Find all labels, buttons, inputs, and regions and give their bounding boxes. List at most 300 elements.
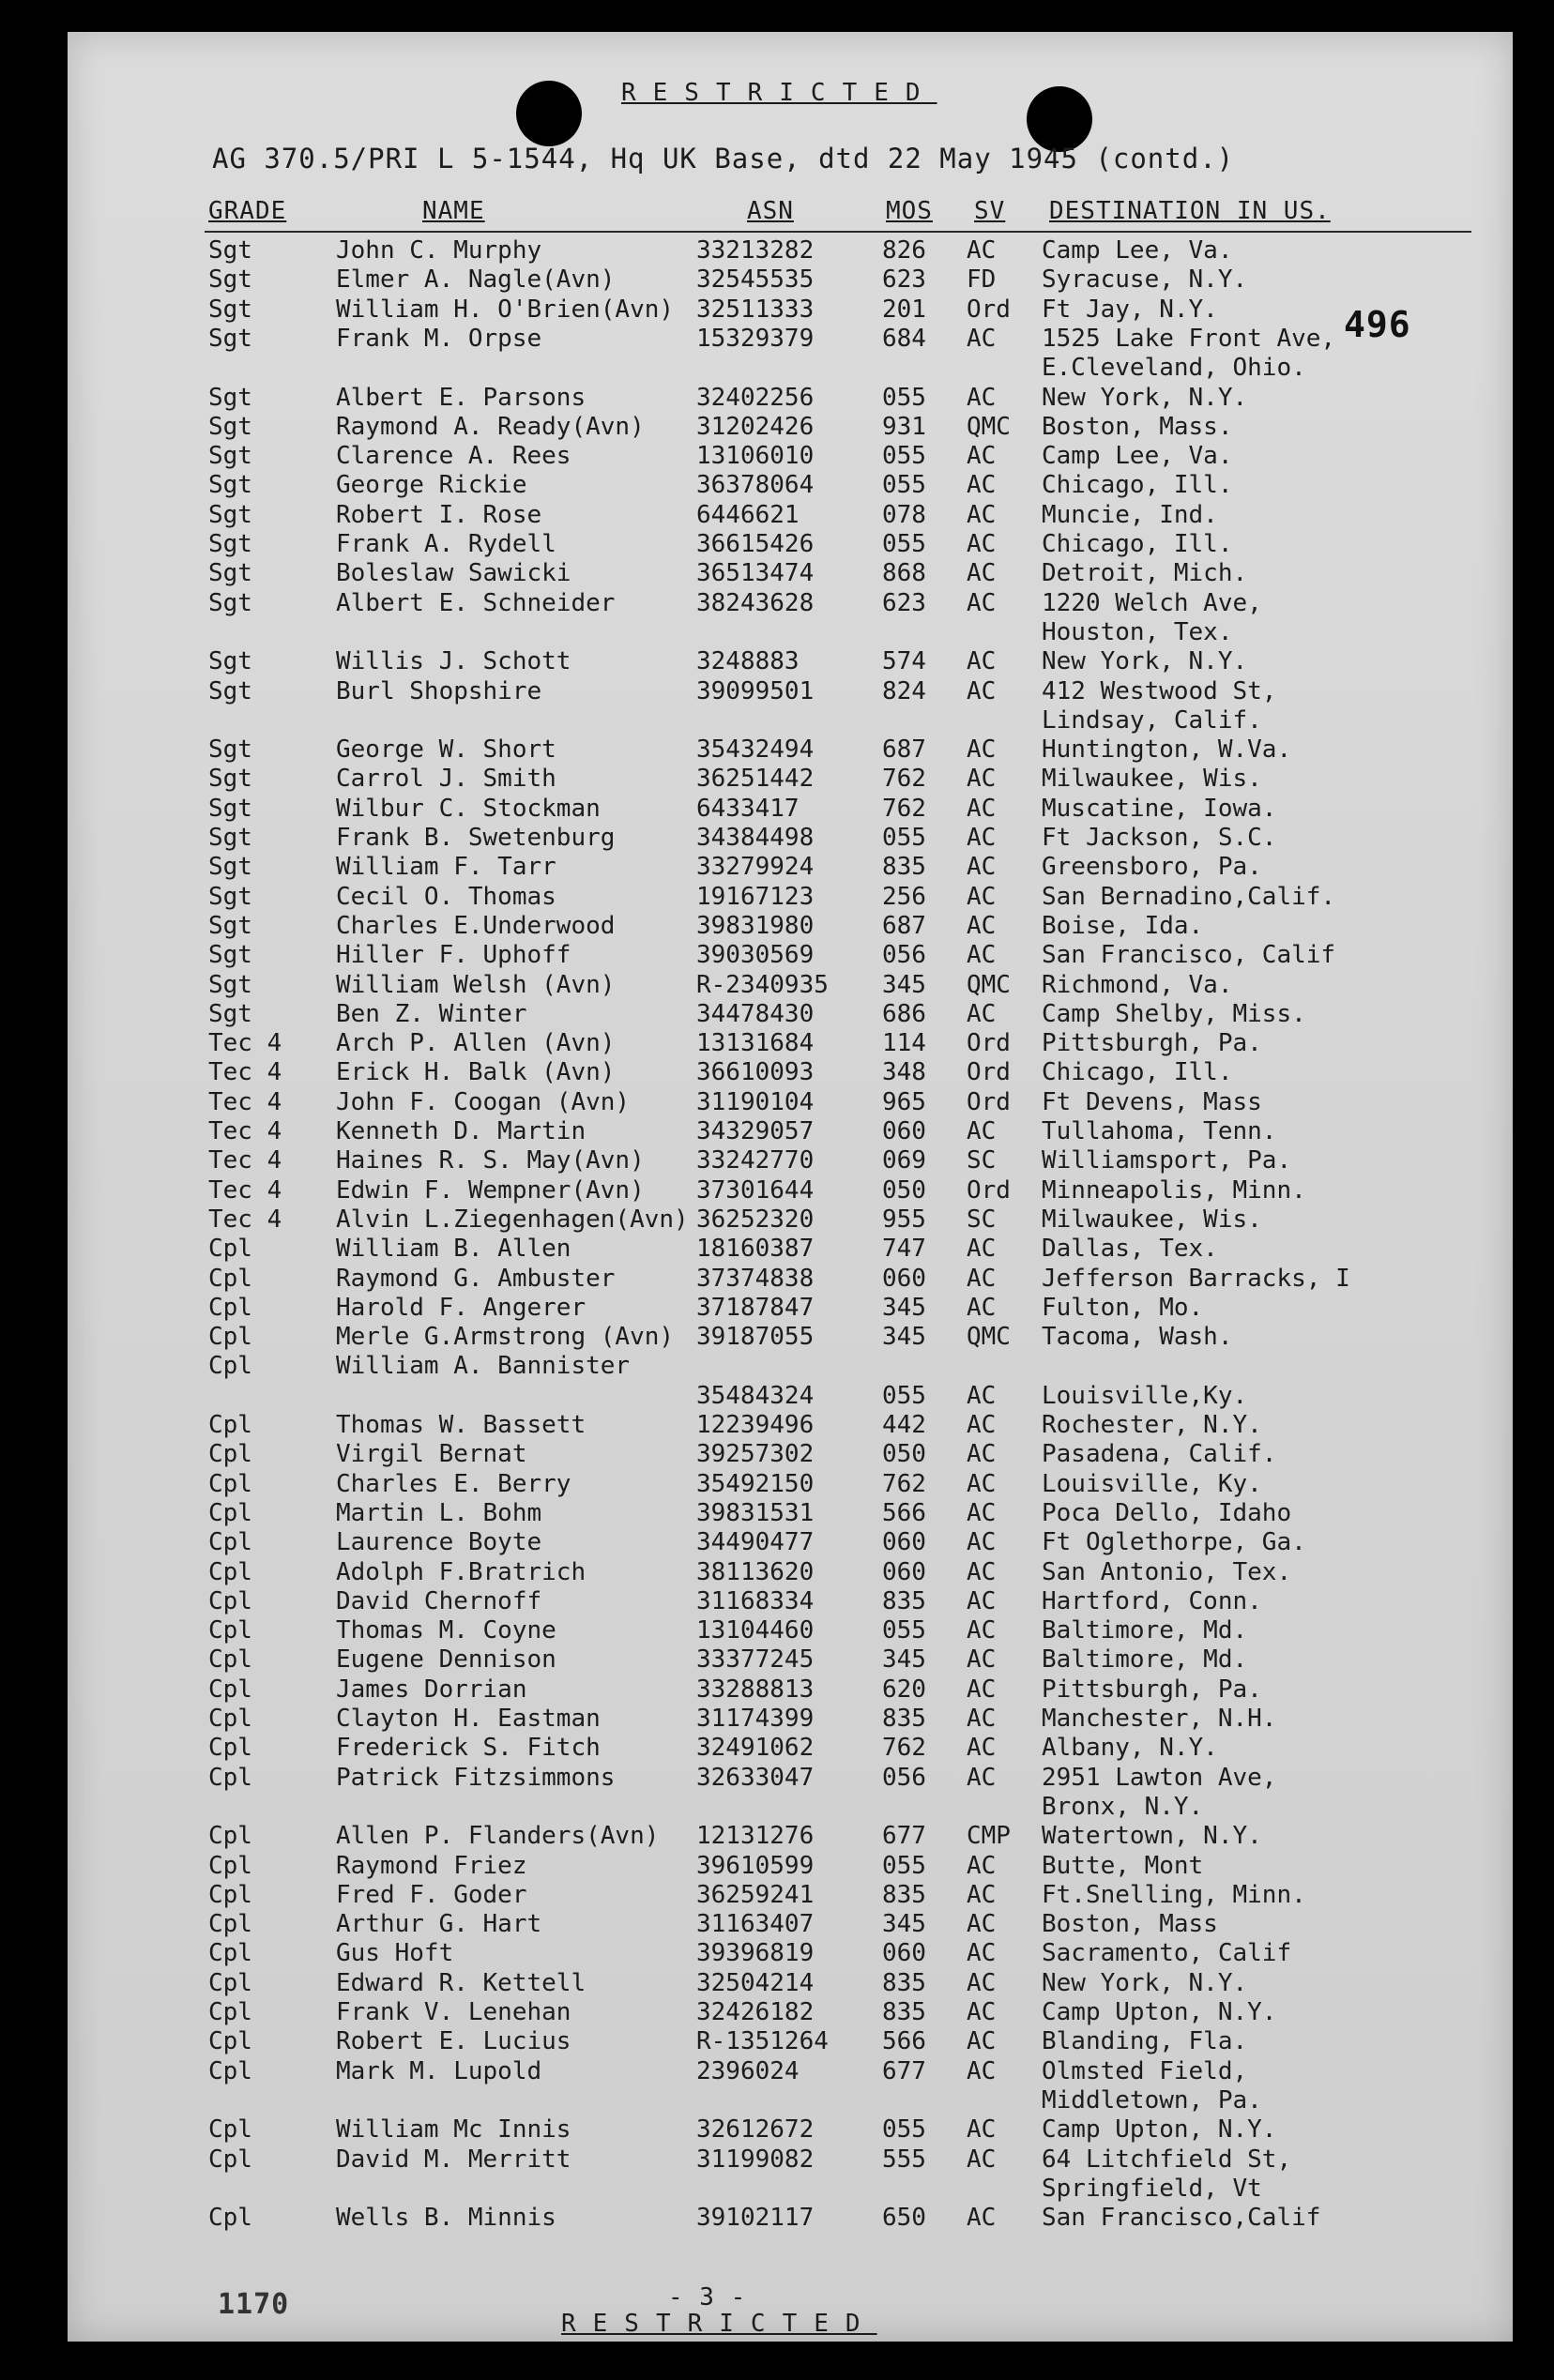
punch-hole	[516, 81, 582, 146]
sv-cell: AC	[967, 324, 997, 353]
header-rule	[205, 231, 1471, 233]
asn-cell: 36513474	[696, 559, 815, 588]
name-cell: Eugene Dennison	[336, 1645, 556, 1675]
destination-cell: Huntington, W.Va.	[1042, 735, 1292, 765]
sv-cell: AC	[967, 911, 997, 940]
grade-cell: Tec 4	[208, 1087, 282, 1116]
destination-cell: Detroit, Mich.	[1042, 559, 1248, 588]
name-cell: John C. Murphy	[336, 236, 542, 265]
asn-cell: 32511333	[696, 295, 815, 324]
grade-cell: Sgt	[208, 530, 252, 558]
grade-cell: Tec 4	[208, 1175, 282, 1205]
mos-cell: 650	[882, 2204, 926, 2233]
classification-footer: RESTRICTED	[561, 2310, 877, 2338]
name-cell: Cecil O. Thomas	[336, 882, 556, 911]
name-cell: William F. Tarr	[336, 853, 556, 882]
page-mark: 496	[1344, 304, 1411, 345]
mos-cell: 060	[882, 1117, 926, 1145]
mos-cell: 069	[882, 1146, 926, 1175]
name-cell: Edward R. Kettell	[336, 1968, 587, 1997]
name-cell: Merle G.Armstrong (Avn)	[336, 1323, 675, 1352]
sv-cell: AC	[967, 1851, 997, 1880]
destination-cell: Camp Upton, N.Y.	[1042, 2115, 1277, 2145]
mos-cell: 623	[882, 588, 926, 617]
destination-cell: Boston, Mass	[1042, 1910, 1218, 1939]
grade-cell: Sgt	[208, 941, 252, 970]
mos-cell: 345	[882, 1910, 926, 1939]
mos-cell: 835	[882, 1705, 926, 1733]
name-cell: Haines R. S. May(Avn)	[336, 1146, 645, 1175]
grade-cell: Sgt	[208, 471, 252, 500]
name-cell: Albert E. Parsons	[336, 383, 587, 412]
name-cell: Fred F. Goder	[336, 1880, 527, 1909]
name-cell: Arthur G. Hart	[336, 1910, 542, 1939]
grade-cell: Cpl	[208, 1557, 252, 1586]
asn-cell: 34329057	[696, 1117, 815, 1145]
grade-cell: Cpl	[208, 1264, 252, 1293]
destination-cell: Camp Shelby, Miss.	[1042, 999, 1306, 1028]
destination-cell: Jefferson Barracks, I	[1042, 1264, 1350, 1293]
page-number: - 3 -	[668, 2283, 747, 2312]
mos-cell: 566	[882, 1498, 926, 1527]
asn-cell: 39257302	[696, 1440, 815, 1469]
mos-cell: 345	[882, 1293, 926, 1322]
name-cell: Arch P. Allen (Avn)	[336, 1029, 616, 1058]
sv-cell: AC	[967, 1381, 997, 1410]
name-cell: Thomas W. Bassett	[336, 1411, 587, 1439]
grade-cell: Tec 4	[208, 1205, 282, 1234]
sv-cell: AC	[967, 1705, 997, 1733]
name-cell: Clayton H. Eastman	[336, 1705, 601, 1733]
asn-cell: 6433417	[696, 794, 800, 823]
grade-cell: Sgt	[208, 383, 252, 412]
sv-cell: AC	[967, 735, 997, 765]
destination-cell: Butte, Mont	[1042, 1851, 1204, 1880]
mos-cell: 056	[882, 941, 926, 970]
mos-cell: 623	[882, 265, 926, 295]
asn-cell: 33279924	[696, 853, 815, 882]
destination-cell: Ft Jay, N.Y.	[1042, 295, 1218, 324]
sv-cell: AC	[967, 1557, 997, 1586]
mos-cell: 835	[882, 853, 926, 882]
mos-cell: 055	[882, 530, 926, 558]
destination-cell: Minneapolis, Minn.	[1042, 1175, 1306, 1205]
grade-cell: Cpl	[208, 1352, 252, 1381]
name-cell: David M. Merritt	[336, 2145, 571, 2174]
asn-cell: 32612672	[696, 2115, 815, 2145]
destination-cell: Ft Jackson, S.C.	[1042, 824, 1277, 852]
sv-cell: Ord	[967, 295, 1011, 324]
asn-cell: 37187847	[696, 1293, 815, 1322]
destination-cell: Milwaukee, Wis.	[1042, 765, 1262, 794]
destination-cell: Baltimore, Md.	[1042, 1645, 1248, 1675]
mos-cell: 824	[882, 676, 926, 705]
sv-cell: QMC	[967, 1323, 1011, 1352]
destination-cell: 1525 Lake Front Ave,	[1042, 324, 1336, 353]
column-header-name: NAME	[422, 197, 485, 225]
grade-cell: Sgt	[208, 647, 252, 676]
name-cell: Allen P. Flanders(Avn)	[336, 1822, 660, 1851]
asn-cell: 39187055	[696, 1323, 815, 1352]
sv-cell: AC	[967, 1117, 997, 1145]
asn-cell: 34490477	[696, 1528, 815, 1557]
mos-cell: 114	[882, 1029, 926, 1058]
asn-cell: 12239496	[696, 1411, 815, 1439]
destination-cell: Camp Lee, Va.	[1042, 442, 1233, 471]
name-cell: Willis J. Schott	[336, 647, 571, 676]
mos-cell: 620	[882, 1675, 926, 1704]
destination-cell: Chicago, Ill.	[1042, 1058, 1233, 1087]
destination-cell-line2: Houston, Tex.	[1042, 617, 1233, 646]
grade-cell: Sgt	[208, 676, 252, 705]
destination-cell: New York, N.Y.	[1042, 1968, 1248, 1997]
destination-cell: Camp Upton, N.Y.	[1042, 1998, 1277, 2026]
mos-cell: 078	[882, 500, 926, 529]
grade-cell: Cpl	[208, 1469, 252, 1498]
destination-cell: 412 Westwood St,	[1042, 676, 1277, 705]
mos-cell: 056	[882, 1763, 926, 1792]
sv-cell: AC	[967, 1235, 997, 1264]
grade-cell: Sgt	[208, 236, 252, 265]
grade-cell: Sgt	[208, 824, 252, 852]
sv-cell: SC	[967, 1146, 997, 1175]
mos-cell: 566	[882, 2027, 926, 2056]
asn-cell: 18160387	[696, 1235, 815, 1264]
asn-cell: 39099501	[696, 676, 815, 705]
grade-cell: Sgt	[208, 735, 252, 765]
destination-cell: San Francisco, Calif	[1042, 941, 1336, 970]
document-page	[68, 32, 1513, 2342]
name-cell: Charles E. Berry	[336, 1469, 571, 1498]
grade-cell: Tec 4	[208, 1117, 282, 1145]
destination-cell: Muncie, Ind.	[1042, 500, 1218, 529]
mos-cell: 835	[882, 1968, 926, 1997]
grade-cell: Cpl	[208, 1822, 252, 1851]
destination-cell: New York, N.Y.	[1042, 647, 1248, 676]
asn-cell: 31202426	[696, 412, 815, 441]
mos-cell: 050	[882, 1175, 926, 1205]
destination-cell-line2: Lindsay, Calif.	[1042, 705, 1262, 735]
name-cell: Carrol J. Smith	[336, 765, 556, 794]
name-cell: Clarence A. Rees	[336, 442, 571, 471]
grade-cell: Cpl	[208, 1675, 252, 1704]
asn-cell: 39831531	[696, 1498, 815, 1527]
sv-cell: AC	[967, 1469, 997, 1498]
asn-cell: 36251442	[696, 765, 815, 794]
destination-cell: Albany, N.Y.	[1042, 1734, 1218, 1763]
grade-cell: Tec 4	[208, 1146, 282, 1175]
mos-cell: 201	[882, 295, 926, 324]
destination-cell-line2: Bronx, N.Y.	[1042, 1792, 1204, 1821]
mos-cell: 256	[882, 882, 926, 911]
name-cell: George Rickie	[336, 471, 527, 500]
asn-cell: 13104460	[696, 1616, 815, 1645]
name-cell: Raymond Friez	[336, 1851, 527, 1880]
mos-cell: 555	[882, 2145, 926, 2174]
grade-cell: Sgt	[208, 500, 252, 529]
sv-cell: AC	[967, 530, 997, 558]
name-cell: Harold F. Angerer	[336, 1293, 587, 1322]
asn-cell: 34478430	[696, 999, 815, 1028]
grade-cell: Cpl	[208, 2056, 252, 2085]
mos-cell: 060	[882, 1557, 926, 1586]
grade-cell: Cpl	[208, 1851, 252, 1880]
name-cell: Elmer A. Nagle(Avn)	[336, 265, 616, 295]
sv-cell: AC	[967, 471, 997, 500]
sv-cell: AC	[967, 1616, 997, 1645]
mos-cell: 762	[882, 1469, 926, 1498]
asn-cell: 36252320	[696, 1205, 815, 1234]
destination-cell: Dallas, Tex.	[1042, 1235, 1218, 1264]
asn-cell: 32426182	[696, 1998, 815, 2026]
mos-cell: 348	[882, 1058, 926, 1087]
sv-cell: AC	[967, 1910, 997, 1939]
asn-cell: 35432494	[696, 735, 815, 765]
destination-cell: Boise, Ida.	[1042, 911, 1204, 940]
asn-cell: 19167123	[696, 882, 815, 911]
asn-cell: 13106010	[696, 442, 815, 471]
mos-cell: 686	[882, 999, 926, 1028]
mos-cell: 677	[882, 2056, 926, 2085]
name-cell: Laurence Boyte	[336, 1528, 542, 1557]
asn-cell: R-2340935	[696, 970, 829, 999]
destination-cell: Syracuse, N.Y.	[1042, 265, 1248, 295]
grade-cell: Cpl	[208, 1528, 252, 1557]
destination-cell: Tacoma, Wash.	[1042, 1323, 1233, 1352]
sv-cell: AC	[967, 559, 997, 588]
column-header-sv: SV	[974, 197, 1006, 225]
asn-cell: 36610093	[696, 1058, 815, 1087]
mos-cell: 762	[882, 765, 926, 794]
grade-cell: Cpl	[208, 1705, 252, 1733]
destination-cell: Greensboro, Pa.	[1042, 853, 1262, 882]
destination-cell: San Francisco,Calif	[1042, 2204, 1321, 2233]
name-cell: John F. Coogan (Avn)	[336, 1087, 631, 1116]
sv-cell: AC	[967, 2056, 997, 2085]
destination-cell: Chicago, Ill.	[1042, 530, 1233, 558]
mos-cell: 574	[882, 647, 926, 676]
document-reference: AG 370.5/PRI L 5-1544, Hq UK Base, dtd 22 May 1945 (contd.)	[212, 143, 1235, 174]
mos-cell: 055	[882, 1381, 926, 1410]
destination-cell: Louisville,Ky.	[1042, 1381, 1248, 1410]
mos-cell: 345	[882, 970, 926, 999]
mos-cell: 747	[882, 1235, 926, 1264]
name-cell: William Mc Innis	[336, 2115, 571, 2145]
name-cell: Frank A. Rydell	[336, 530, 556, 558]
asn-cell: 34384498	[696, 824, 815, 852]
sv-cell: AC	[967, 383, 997, 412]
destination-cell: 1220 Welch Ave,	[1042, 588, 1262, 617]
name-cell: William B. Allen	[336, 1235, 571, 1264]
mos-cell: 060	[882, 1939, 926, 1968]
destination-cell: Ft Devens, Mass	[1042, 1087, 1262, 1116]
sv-cell: AC	[967, 647, 997, 676]
name-cell: Adolph F.Bratrich	[336, 1557, 587, 1586]
mos-cell: 684	[882, 324, 926, 353]
sv-cell: AC	[967, 2027, 997, 2056]
grade-cell: Cpl	[208, 1968, 252, 1997]
grade-cell: Cpl	[208, 2027, 252, 2056]
asn-cell: 39030569	[696, 941, 815, 970]
asn-cell: 6446621	[696, 500, 800, 529]
mos-cell: 762	[882, 1734, 926, 1763]
sv-cell: AC	[967, 824, 997, 852]
grade-cell: Sgt	[208, 324, 252, 353]
grade-cell: Sgt	[208, 794, 252, 823]
destination-cell: Williamsport, Pa.	[1042, 1146, 1292, 1175]
name-cell: Virgil Bernat	[336, 1440, 527, 1469]
asn-cell: 38243628	[696, 588, 815, 617]
destination-cell: Olmsted Field,	[1042, 2056, 1248, 2085]
sv-cell: AC	[967, 442, 997, 471]
asn-cell: 33242770	[696, 1146, 815, 1175]
destination-cell: Pasadena, Calif.	[1042, 1440, 1277, 1469]
destination-cell: Louisville, Ky.	[1042, 1469, 1262, 1498]
grade-cell: Tec 4	[208, 1029, 282, 1058]
asn-cell: 36378064	[696, 471, 815, 500]
name-cell: Gus Hoft	[336, 1939, 454, 1968]
destination-cell: Pittsburgh, Pa.	[1042, 1029, 1262, 1058]
name-cell: Raymond G. Ambuster	[336, 1264, 616, 1293]
sv-cell: AC	[967, 1880, 997, 1909]
destination-cell: Chicago, Ill.	[1042, 471, 1233, 500]
name-cell: Hiller F. Uphoff	[336, 941, 571, 970]
name-cell: David Chernoff	[336, 1586, 542, 1615]
name-cell: Frank B. Swetenburg	[336, 824, 616, 852]
sv-cell: AC	[967, 1734, 997, 1763]
sv-cell: QMC	[967, 970, 1011, 999]
grade-cell: Cpl	[208, 1734, 252, 1763]
sv-cell: AC	[967, 1939, 997, 1968]
destination-cell: Sacramento, Calif	[1042, 1939, 1292, 1968]
asn-cell: 37374838	[696, 1264, 815, 1293]
asn-cell: 3248883	[696, 647, 800, 676]
mos-cell: 060	[882, 1264, 926, 1293]
grade-cell: Sgt	[208, 442, 252, 471]
sv-cell: AC	[967, 1968, 997, 1997]
name-cell: Frank V. Lenehan	[336, 1998, 571, 2026]
asn-cell: 39102117	[696, 2204, 815, 2233]
destination-cell: Manchester, N.H.	[1042, 1705, 1277, 1733]
sv-cell: SC	[967, 1205, 997, 1234]
destination-cell: Hartford, Conn.	[1042, 1586, 1262, 1615]
destination-cell: Boston, Mass.	[1042, 412, 1233, 441]
mos-cell: 835	[882, 1880, 926, 1909]
sv-cell: FD	[967, 265, 997, 295]
mos-cell: 687	[882, 911, 926, 940]
name-cell: Erick H. Balk (Avn)	[336, 1058, 616, 1087]
destination-cell-line2: Springfield, Vt	[1042, 2174, 1262, 2203]
grade-cell: Cpl	[208, 1880, 252, 1909]
grade-cell: Cpl	[208, 2204, 252, 2233]
mos-cell: 055	[882, 442, 926, 471]
asn-cell: 12131276	[696, 1822, 815, 1851]
mos-cell: 055	[882, 2115, 926, 2145]
destination-cell: New York, N.Y.	[1042, 383, 1248, 412]
asn-cell: 37301644	[696, 1175, 815, 1205]
sv-cell: Ord	[967, 1029, 1011, 1058]
sv-cell: AC	[967, 588, 997, 617]
sv-cell: AC	[967, 2204, 997, 2233]
destination-cell: Muscatine, Iowa.	[1042, 794, 1277, 823]
asn-cell: 35484324	[696, 1381, 815, 1410]
grade-cell: Cpl	[208, 1440, 252, 1469]
sv-cell: AC	[967, 1645, 997, 1675]
asn-cell: 35492150	[696, 1469, 815, 1498]
grade-cell: Sgt	[208, 882, 252, 911]
mos-cell: 868	[882, 559, 926, 588]
asn-cell: 36259241	[696, 1880, 815, 1909]
destination-cell: Watertown, N.Y.	[1042, 1822, 1262, 1851]
grade-cell: Cpl	[208, 1323, 252, 1352]
sv-cell: AC	[967, 794, 997, 823]
destination-cell: Fulton, Mo.	[1042, 1293, 1204, 1322]
destination-cell: Rochester, N.Y.	[1042, 1411, 1262, 1439]
column-header-grade: GRADE	[208, 197, 287, 225]
mos-cell: 060	[882, 1528, 926, 1557]
mos-cell: 345	[882, 1645, 926, 1675]
destination-cell: Baltimore, Md.	[1042, 1616, 1248, 1645]
sv-cell: AC	[967, 1411, 997, 1439]
grade-cell: Cpl	[208, 1586, 252, 1615]
asn-cell: 33288813	[696, 1675, 815, 1704]
mos-cell: 055	[882, 1851, 926, 1880]
mos-cell: 835	[882, 1998, 926, 2026]
sv-cell: AC	[967, 1763, 997, 1792]
mos-cell: 826	[882, 236, 926, 265]
mos-cell: 055	[882, 824, 926, 852]
asn-cell: 32402256	[696, 383, 815, 412]
mos-cell: 931	[882, 412, 926, 441]
asn-cell: 39831980	[696, 911, 815, 940]
sv-cell: AC	[967, 853, 997, 882]
grade-cell: Sgt	[208, 588, 252, 617]
name-cell: George W. Short	[336, 735, 556, 765]
asn-cell: 13131684	[696, 1029, 815, 1058]
grade-cell: Sgt	[208, 295, 252, 324]
sv-cell: AC	[967, 2115, 997, 2145]
grade-cell: Cpl	[208, 1616, 252, 1645]
destination-cell: Poca Dello, Idaho	[1042, 1498, 1292, 1527]
sv-cell: QMC	[967, 412, 1011, 441]
grade-cell: Sgt	[208, 559, 252, 588]
name-cell: Ben Z. Winter	[336, 999, 527, 1028]
grade-cell: Cpl	[208, 1411, 252, 1439]
sv-cell: AC	[967, 1264, 997, 1293]
name-cell: William A. Bannister	[336, 1352, 631, 1381]
name-cell: Wells B. Minnis	[336, 2204, 556, 2233]
asn-cell: 31174399	[696, 1705, 815, 1733]
destination-cell: San Antonio, Tex.	[1042, 1557, 1292, 1586]
grade-cell: Cpl	[208, 1939, 252, 1968]
mos-cell: 835	[882, 1586, 926, 1615]
destination-cell: Tullahoma, Tenn.	[1042, 1117, 1277, 1145]
destination-cell: Ft Oglethorpe, Ga.	[1042, 1528, 1306, 1557]
name-cell: James Dorrian	[336, 1675, 527, 1704]
asn-cell: 32633047	[696, 1763, 815, 1792]
destination-cell: Richmond, Va.	[1042, 970, 1233, 999]
mos-cell: 687	[882, 735, 926, 765]
sv-cell: CMP	[967, 1822, 1011, 1851]
destination-cell: 2951 Lawton Ave,	[1042, 1763, 1277, 1792]
asn-cell: 15329379	[696, 324, 815, 353]
mos-cell: 955	[882, 1205, 926, 1234]
asn-cell: 32491062	[696, 1734, 815, 1763]
grade-cell: Cpl	[208, 2145, 252, 2174]
name-cell: Alvin L.Ziegenhagen(Avn)	[336, 1205, 689, 1234]
sv-cell: Ord	[967, 1087, 1011, 1116]
sv-cell: AC	[967, 999, 997, 1028]
